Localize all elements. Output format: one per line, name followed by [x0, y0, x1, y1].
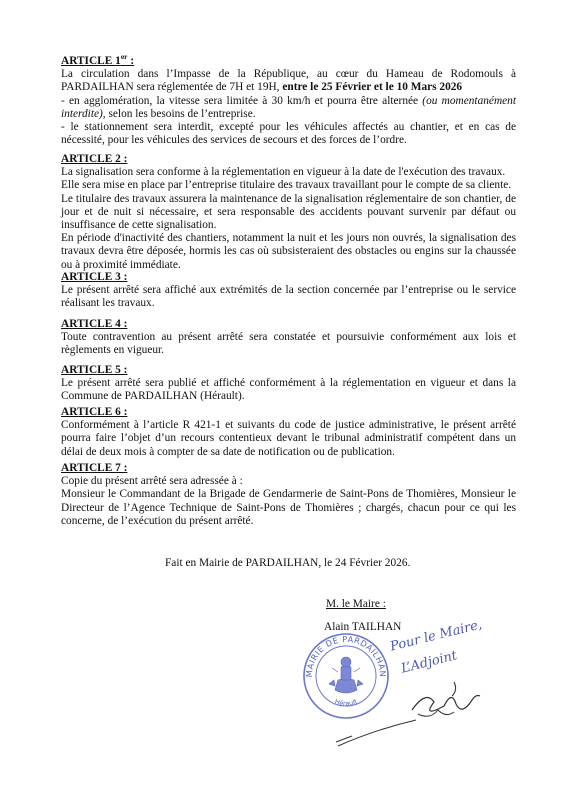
article-2 [61, 153, 516, 272]
article-3 [61, 271, 516, 311]
article-5-line: Commune de PARDAILHAN (Hérault). [61, 390, 245, 403]
article-4-title: ARTICLE 4 : [61, 318, 128, 330]
article-3-title: ARTICLE 3 : [61, 271, 128, 283]
article-1-line: nécessité, pour les véhicules des services de secours et des forces de l’ordre. [61, 134, 407, 147]
article-2-line: jour et de nuit si nécessaire, et sera responsable des accidents pouvant survenir par défaut ou [61, 205, 516, 218]
article-2-line: ou à proximité immédiate. [61, 258, 181, 271]
article-5-title: ARTICLE 5 : [61, 364, 128, 376]
article-1-line: - en agglomération, la vitesse sera limitée à 30 km/h et pourra être alternée (ou momentanément [61, 94, 516, 107]
article-5-line: Le présent arrêté sera publié et affiché conformément à la réglementation en vigueur et dans la [61, 377, 516, 390]
article-7-line: Directeur de l’Agence Technique de Saint-Pons de Thomières ; chargés, chacun pour ce qui les [61, 501, 516, 514]
article-7 [61, 462, 516, 528]
article-1-line: - le stationnement sera interdit, excepté pour les véhicules affectés au chantier, et en cas de [61, 121, 516, 134]
article-6-line: pourra faire l’objet d’un recours contentieux devant le tribunal administratif compétent dans un [61, 432, 516, 445]
article-2-line: La signalisation sera conforme à la réglementation en vigueur à la date de l'exécution des travaux. [61, 166, 506, 179]
article-2-title: ARTICLE 2 : [61, 153, 128, 165]
article-6 [61, 406, 516, 459]
article-1-line: PARDAILHAN sera réglementée de 7H et 19H, entre le 25 Février et le 10 Mars 2026 [61, 81, 463, 94]
article-1-line: interdite), selon les besoins de l’entreprise. [61, 107, 256, 120]
article-6-title: ARTICLE 6 : [61, 406, 128, 418]
article-1-dates: entre le 25 Février et le 10 Mars 2026 [282, 81, 463, 94]
article-4-line: Toute contravention au présent arrêté sera constatée et poursuivie conformément aux lois et [61, 331, 516, 344]
article-4-line: règlements en vigueur. [61, 344, 165, 357]
article-1 [61, 52, 516, 147]
article-6-line: délai de deux mois à compter de sa date de notification ou de publication. [61, 445, 395, 458]
article-7-title: ARTICLE 7 : [61, 462, 128, 474]
svg-text:MAIRIE DE PARDAILHAN: MAIRIE DE PARDAILHAN [303, 633, 389, 678]
mayor-name: Alain TAILHAN [324, 621, 402, 633]
article-2-line: Le titulaire des travaux assurera la maintenance de la signalisation réglementaire de son chantier, de [61, 192, 516, 205]
article-2-line: Elle sera mise en place par l’entreprise titulaire des travaux travaillant pour le compte de sa cliente. [61, 179, 512, 192]
article-5 [61, 364, 516, 404]
handwritten-pour-le-maire: Pour le Maire, [388, 617, 484, 655]
signature-place-date: Fait en Mairie de PARDAILHAN, le 24 Février 2026. [165, 557, 411, 569]
article-3-line: réalisant les travaux. [61, 297, 155, 310]
mayor-label: M. le Maire : [326, 598, 386, 610]
article-7-line: concerne, de l’exécution du présent arrêté. [61, 514, 254, 527]
signature-scribble [334, 660, 484, 750]
article-7-line: Copie du présent arrêté sera adressée à : [61, 475, 243, 488]
article-1-line: La circulation dans l’Impasse de la République, au cœur du Hameau de Rodomouls à [61, 68, 516, 81]
article-2-line: En période d'inactivité des chantiers, notamment la nuit et les jours non ouvrés, la signalisation des [61, 232, 516, 245]
article-2-line: insuffisance de cette signalisation. [61, 219, 217, 232]
article-6-line: Conformément à l’article R 421-1 et suivants du code de justice administrative, le présent arrêté [61, 419, 516, 432]
article-3-line: Le présent arrêté sera affiché aux extrémités de la section concernée par l’entreprise ou le service [61, 284, 516, 297]
handwritten-adjoint: L’Adjoint [399, 648, 459, 677]
article-4 [61, 318, 516, 358]
svg-text:Hérault: Hérault [333, 697, 359, 708]
article-7-line: Monsieur le Commandant de la Brigade de Gendarmerie de Saint-Pons de Thomières, Monsieur le [61, 488, 516, 501]
article-1-title: ARTICLE 1er : [61, 52, 135, 67]
article-2-line: travaux devra être déposée, hormis les cas où subsisteraient des obstacles ou engins sur la chaussée [61, 245, 516, 258]
